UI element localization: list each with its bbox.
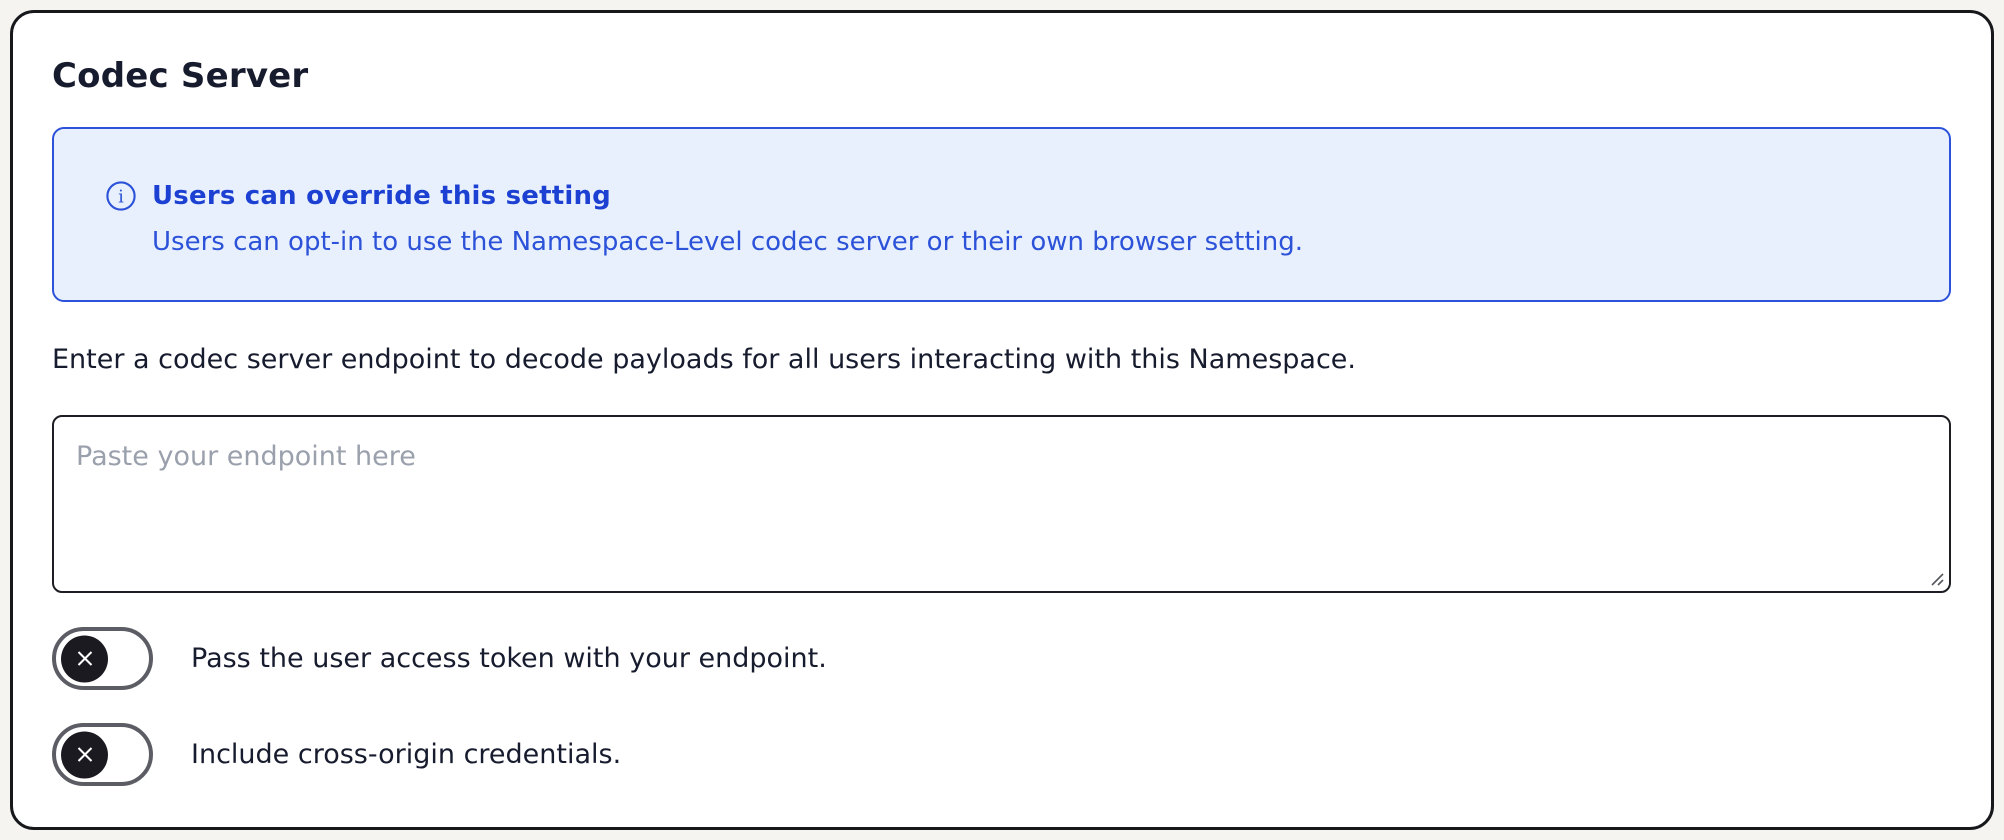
toggle-knob <box>61 731 108 778</box>
x-icon <box>73 743 97 767</box>
pass-access-token-row <box>52 627 1951 690</box>
cross-origin-credentials-row <box>52 723 1951 786</box>
page-title: Codec Server <box>52 56 309 96</box>
info-banner-title: Users can override this setting <box>152 181 611 211</box>
info-icon <box>105 180 137 212</box>
endpoint-description: Enter a codec server endpoint to decode payloads for all users interacting with this Namespace. <box>52 344 1356 375</box>
svg-text:i: i <box>118 186 124 208</box>
info-banner-text <box>152 179 1303 259</box>
toggle-knob <box>61 635 108 682</box>
endpoint-input[interactable] <box>52 415 1951 593</box>
endpoint-input-container <box>52 415 1951 593</box>
cross-origin-credentials-toggle[interactable] <box>52 723 153 786</box>
info-banner <box>52 127 1951 302</box>
resize-handle-icon[interactable] <box>1928 570 1946 588</box>
pass-access-token-toggle[interactable] <box>52 627 153 690</box>
codec-server-card <box>10 10 1994 830</box>
cross-origin-credentials-label: Include cross-origin credentials. <box>191 738 622 770</box>
info-banner-description: Users can opt-in to use the Namespace-Level codec server or their own browser setting. <box>152 227 1303 257</box>
x-icon <box>73 647 97 671</box>
pass-access-token-label: Pass the user access token with your endpoint. <box>191 642 827 674</box>
